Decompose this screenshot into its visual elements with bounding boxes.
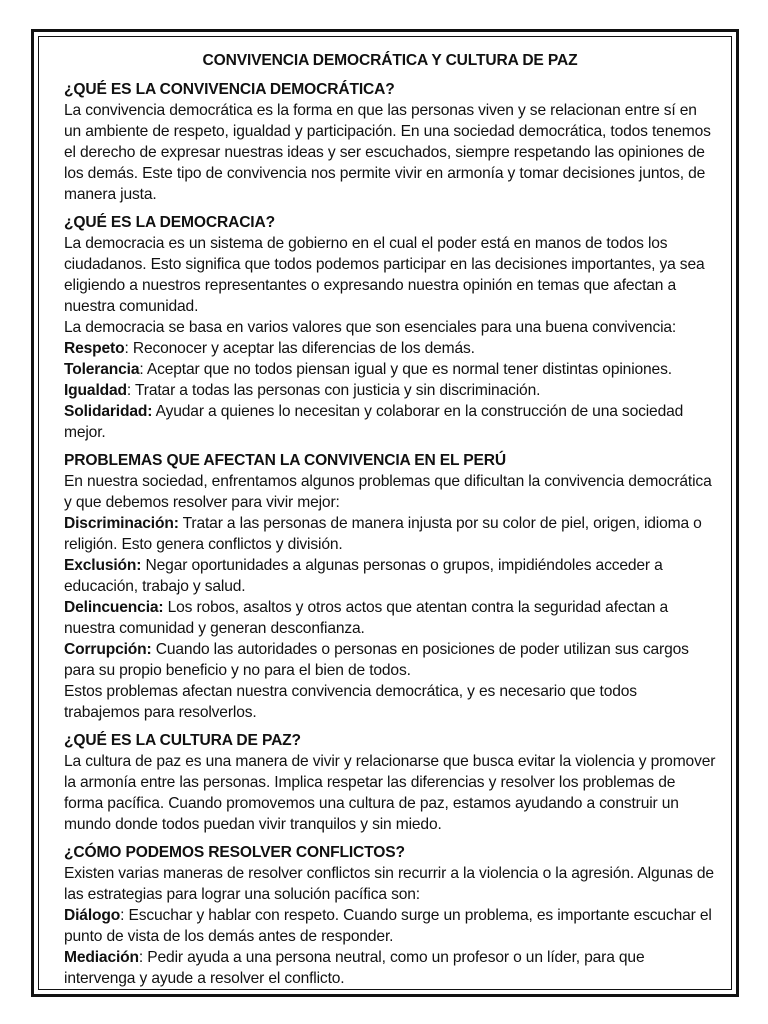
value-sep: : [139,361,144,378]
problem-item-discriminacion [64,513,716,555]
value-term: Tolerancia [64,361,140,378]
paragraph: La democracia se basa en varios valores que son esenciales para una buena convivencia: [64,319,677,336]
document-body [64,50,716,996]
value-text: Ayudar a quienes lo necesitan y colaborar en la construcción de una sociedad mejor. [64,403,684,441]
section-democracia [64,212,716,443]
problem-text: Los robos, asaltos y otros actos que atentan contra la seguridad afectan a nuestra comunidad y generan desconfianza. [64,599,668,637]
paragraph: En nuestra sociedad, enfrentamos algunos problemas que dificultan la convivencia democrática y que debemos resolver para vivir mejor: [64,473,712,511]
problem-term: Delincuencia: [64,599,164,616]
value-text: Aceptar que no todos piensan igual y que es normal tener distintas opiniones. [143,361,672,378]
strategy-item-dialogo [64,905,716,947]
value-item-igualdad [64,380,716,401]
problem-text: Tratar a las personas de manera injusta por su color de piel, origen, idioma o religión. Esto genera conflictos y división. [64,515,702,553]
strategy-term: Diálogo [64,907,121,924]
strategy-term: Mediación [64,949,139,966]
value-text: Reconocer y aceptar las diferencias de los demás. [128,340,475,357]
value-term: Respeto [64,340,125,357]
section-heading: ¿QUÉ ES LA DEMOCRACIA? [64,214,275,231]
section-conflictos [64,842,716,989]
section-convivencia [64,79,716,205]
section-problemas [64,450,716,723]
section-heading: ¿QUÉ ES LA CULTURA DE PAZ? [64,732,301,749]
value-item-respeto [64,338,716,359]
paragraph: La convivencia democrática es la forma en que las personas viven y se relacionan entre sí en un ambiente de respeto, igualdad y participación. En una sociedad democrática, todos tenemos el derecho de expresar nuestras ideas y ser escuchados, siempre respetando las opiniones de los demás. Este tipo de convivencia nos permite vivir en armonía y tomar decisiones juntos, de manera justa. [64,102,711,203]
problem-item-exclusion [64,555,716,597]
section-heading: ¿QUÉ ES LA CONVIVENCIA DEMOCRÁTICA? [64,81,395,98]
problem-term: Discriminación: [64,515,179,532]
strategy-text: Escuchar y hablar con respeto. Cuando surge un problema, es importante escuchar el punto de vista de los demás antes de responder. [64,907,712,945]
paragraph: Existen varias maneras de resolver conflictos sin recurrir a la violencia o la agresión. Algunas de las estrategias para lograr una solución pacífica son: [64,865,714,903]
strategy-item-mediacion [64,947,716,989]
problem-text: Negar oportunidades a algunas personas o grupos, impidiéndoles acceder a educación, trabajo y salud. [64,557,663,595]
section-heading: ¿CÓMO PODEMOS RESOLVER CONFLICTOS? [64,844,405,861]
value-text: Tratar a todas las personas con justicia y sin discriminación. [131,382,541,399]
section-cultura-paz [64,730,716,835]
value-term: Solidaridad: [64,403,153,420]
problem-term: Exclusión: [64,557,142,574]
paragraph: Estos problemas afectan nuestra convivencia democrática, y es necesario que todos trabajemos para resolverlos. [64,683,637,721]
paragraph: La democracia es un sistema de gobierno en el cual el poder está en manos de todos los ciudadanos. Esto significa que todos podemos participar en las decisiones importantes, ya sea eligiendo a nuestros representantes o expresando nuestra opinión en temas que afectan a nuestra comunidad. [64,235,705,315]
strategy-text: Pedir ayuda a una persona neutral, como un profesor o un líder, para que intervenga y ayude a resolver el conflicto. [64,949,645,987]
value-item-solidaridad [64,401,716,443]
problem-item-delincuencia [64,597,716,639]
problem-item-corrupcion [64,639,716,681]
paragraph: La cultura de paz es una manera de vivir y relacionarse que busca evitar la violencia y promover la armonía entre las personas. Implica respetar las diferencias y resolver los problemas de forma pacífica. Cuando promovemos una cultura de paz, estamos ayudando a construir un mundo donde todos puedan vivir tranquilos y sin miedo. [64,753,716,833]
strategy-sep: : [138,949,144,966]
problem-text: Cuando las autoridades o personas en posiciones de poder utilizan sus cargos para su propio beneficio y no para el bien de todos. [64,641,689,679]
problem-term: Corrupción: [64,641,152,658]
strategy-sep: : [120,907,125,924]
value-sep: : [124,340,129,357]
section-heading: PROBLEMAS QUE AFECTAN LA CONVIVENCIA EN EL PERÚ [64,452,507,469]
document-title: CONVIVENCIA DEMOCRÁTICA Y CULTURA DE PAZ [202,52,578,69]
value-item-tolerancia [64,359,716,380]
value-sep: : [126,382,132,399]
value-term: Igualdad [64,382,127,399]
